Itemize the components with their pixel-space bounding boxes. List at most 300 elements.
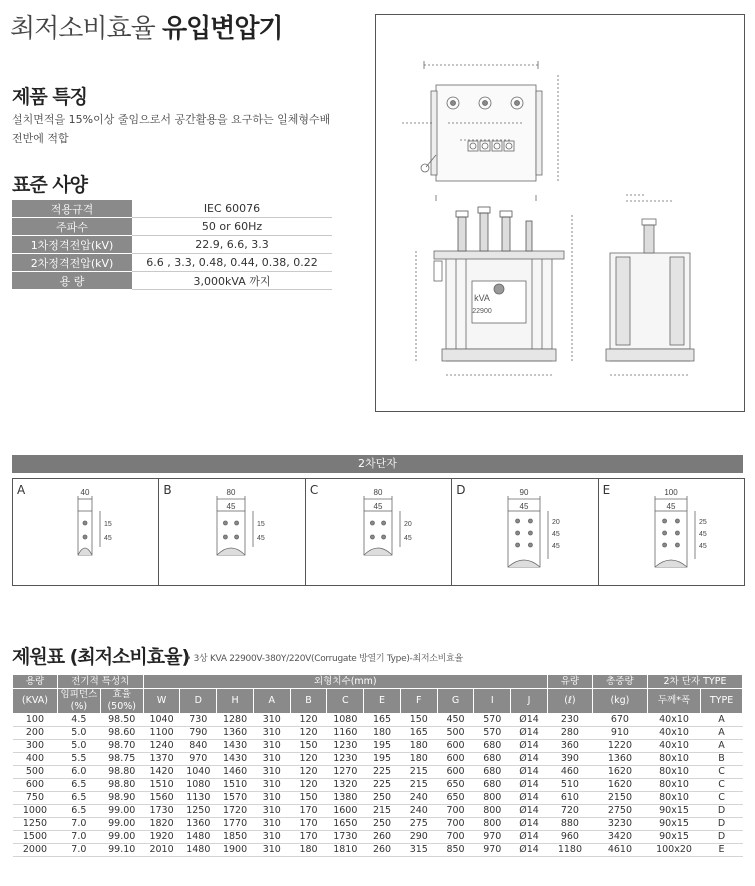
table-cell: 1180 <box>547 844 592 857</box>
col-dim-b: B <box>290 689 327 714</box>
table-cell: 1130 <box>180 792 217 805</box>
drawing-kva-label: kVA <box>474 293 490 303</box>
col-efficiency: 효율(50%) <box>100 689 143 714</box>
table-cell: 100x20 <box>647 844 700 857</box>
table-cell: 700 <box>437 805 474 818</box>
table-cell: 7.0 <box>57 844 100 857</box>
table-cell: 880 <box>547 818 592 831</box>
terminal-label: A <box>17 483 26 497</box>
table-cell: 1430 <box>217 740 254 753</box>
standard-spec-row <box>12 218 332 236</box>
title-bold: 유입변압기 <box>161 14 283 44</box>
table-cell: 310 <box>253 792 290 805</box>
spec-key: 용 량 <box>12 272 132 290</box>
terminal-height-dim: 20 <box>403 521 412 528</box>
spec-value: IEC 60076 <box>132 200 332 218</box>
table-row <box>13 831 743 844</box>
table-cell: 1810 <box>327 844 364 857</box>
table-cell: 120 <box>290 714 327 727</box>
table-cell: 680 <box>474 779 511 792</box>
terminal-drawing <box>306 479 452 585</box>
table-cell: 800 <box>474 818 511 831</box>
table-cell: E <box>701 844 743 857</box>
table-cell: 98.60 <box>100 727 143 740</box>
table-cell: Ø14 <box>511 818 548 831</box>
table-cell: 1820 <box>143 818 180 831</box>
table-cell: 1370 <box>143 753 180 766</box>
table-cell: 1730 <box>143 805 180 818</box>
col-electrical: 전기적 특성치 <box>57 675 143 689</box>
table-cell: 1480 <box>180 831 217 844</box>
terminal-height-dim: 45 <box>552 531 561 538</box>
table-cell: 225 <box>364 766 401 779</box>
col-dim-g: G <box>437 689 474 714</box>
table-cell: 1380 <box>327 792 364 805</box>
table-cell: 1620 <box>592 779 647 792</box>
table-cell: 3230 <box>592 818 647 831</box>
table-cell: 150 <box>290 740 327 753</box>
table-cell: 2010 <box>143 844 180 857</box>
terminal-drawing <box>452 479 598 585</box>
col-dim-c: C <box>327 689 364 714</box>
table-cell: 195 <box>364 740 401 753</box>
table-cell: 1360 <box>217 727 254 740</box>
terminal-height-dim: 15 <box>104 521 112 528</box>
table-cell: 310 <box>253 831 290 844</box>
table-cell: 1040 <box>143 714 180 727</box>
table-cell: 1080 <box>180 779 217 792</box>
table-cell: 3420 <box>592 831 647 844</box>
terminal-type-e <box>599 479 744 585</box>
table-cell: 180 <box>290 844 327 857</box>
table-cell: 40x10 <box>647 714 700 727</box>
table-cell: 1900 <box>217 844 254 857</box>
terminal-type-d <box>452 479 598 585</box>
table-cell: 310 <box>253 805 290 818</box>
table-cell: 80x10 <box>647 766 700 779</box>
table-cell: 7.0 <box>57 831 100 844</box>
col-dim-j: J <box>511 689 548 714</box>
table-cell: 730 <box>180 714 217 727</box>
table-cell: 40x10 <box>647 727 700 740</box>
table-cell: 360 <box>547 740 592 753</box>
table-cell: C <box>701 779 743 792</box>
table-cell: 680 <box>474 766 511 779</box>
table-cell: Ø14 <box>511 753 548 766</box>
table-cell: 310 <box>253 740 290 753</box>
standard-spec-row <box>12 272 332 290</box>
table-cell: 98.70 <box>100 740 143 753</box>
table-cell: 680 <box>474 740 511 753</box>
features-heading: 제품 특징 <box>12 86 88 108</box>
terminal-label: D <box>456 483 466 497</box>
spec-table-heading: 제원표 (최저소비효율) <box>12 646 190 668</box>
table-cell: 310 <box>253 844 290 857</box>
table-cell: 1000 <box>13 805 58 818</box>
terminal-height-dim: 15 <box>257 521 266 528</box>
table-cell: 5.5 <box>57 753 100 766</box>
table-cell: 1600 <box>327 805 364 818</box>
spec-key: 1차정격전압(kV) <box>12 236 132 254</box>
spec-value: 22.9, 6.6, 3.3 <box>132 236 332 254</box>
terminal-label: B <box>163 483 172 497</box>
col-terminal-size: 두께*폭 <box>647 689 700 714</box>
table-cell: 6.5 <box>57 779 100 792</box>
spec-value: 3,000kVA 까지 <box>132 272 332 290</box>
spec-key: 2차정격전압(kV) <box>12 254 132 272</box>
table-cell: 600 <box>13 779 58 792</box>
table-cell: Ø14 <box>511 844 548 857</box>
terminal-height-dim: 25 <box>698 519 707 526</box>
terminal-drawing <box>13 479 159 585</box>
table-cell: 100 <box>13 714 58 727</box>
table-cell: 170 <box>290 818 327 831</box>
table-cell: 230 <box>547 714 592 727</box>
table-cell: 1230 <box>327 740 364 753</box>
table-cell: 840 <box>180 740 217 753</box>
table-cell: 1220 <box>592 740 647 753</box>
table-cell: 150 <box>290 792 327 805</box>
col-dim-h: H <box>217 689 254 714</box>
table-cell: 99.10 <box>100 844 143 857</box>
table-cell: 850 <box>437 844 474 857</box>
table-row <box>13 740 743 753</box>
table-cell: 1920 <box>143 831 180 844</box>
table-row <box>13 766 743 779</box>
table-cell: 600 <box>437 753 474 766</box>
table-cell: Ø14 <box>511 740 548 753</box>
table-cell: 1560 <box>143 792 180 805</box>
table-cell: 310 <box>253 766 290 779</box>
spec-key: 주파수 <box>12 218 132 236</box>
terminal-sub-dim: 45 <box>519 502 529 511</box>
table-cell: 910 <box>592 727 647 740</box>
terminal-width-dim: 40 <box>80 488 90 497</box>
table-cell: 240 <box>400 792 437 805</box>
table-cell: Ø14 <box>511 831 548 844</box>
table-cell: 1250 <box>180 805 217 818</box>
table-cell: 99.00 <box>100 831 143 844</box>
table-cell: 670 <box>592 714 647 727</box>
terminal-height-dim: 20 <box>552 519 561 526</box>
table-cell: 1730 <box>327 831 364 844</box>
table-cell: 250 <box>364 818 401 831</box>
transformer-drawing-svg <box>376 15 744 411</box>
table-cell: 500 <box>13 766 58 779</box>
table-cell: 6.5 <box>57 792 100 805</box>
col-oil-unit: (ℓ) <box>547 689 592 714</box>
table-cell: 275 <box>400 818 437 831</box>
table-cell: 4.5 <box>57 714 100 727</box>
table-cell: 170 <box>290 831 327 844</box>
table-cell: 510 <box>547 779 592 792</box>
terminal-label: E <box>602 483 611 497</box>
table-cell: 280 <box>547 727 592 740</box>
table-cell: 6.5 <box>57 805 100 818</box>
col-dim-e: E <box>364 689 401 714</box>
col-dim-w: W <box>143 689 180 714</box>
table-cell: 1100 <box>143 727 180 740</box>
table-cell: 99.00 <box>100 818 143 831</box>
table-cell: Ø14 <box>511 779 548 792</box>
table-cell: 1720 <box>217 805 254 818</box>
table-cell: 1620 <box>592 766 647 779</box>
terminal-sub-dim: 45 <box>666 502 676 511</box>
terminal-type-b <box>159 479 305 585</box>
table-cell: 570 <box>474 727 511 740</box>
table-cell: 6.0 <box>57 766 100 779</box>
col-capacity: 용량 <box>13 675 58 689</box>
col-dim-f: F <box>400 689 437 714</box>
table-cell: 570 <box>474 714 511 727</box>
table-cell: 970 <box>474 831 511 844</box>
table-cell: 215 <box>400 766 437 779</box>
terminal-height-dim: 45 <box>257 535 266 542</box>
terminal-width-dim: 100 <box>663 488 678 497</box>
table-cell: 720 <box>547 805 592 818</box>
spec-key: 적용규격 <box>12 200 132 218</box>
table-cell: 165 <box>400 727 437 740</box>
standard-spec-row <box>12 200 332 218</box>
terminal-height-dim: 45 <box>104 535 112 542</box>
table-cell: 120 <box>290 766 327 779</box>
terminal-sub-dim: 45 <box>373 502 383 511</box>
table-row <box>13 805 743 818</box>
table-cell: 1510 <box>143 779 180 792</box>
table-cell: C <box>701 766 743 779</box>
table-cell: 165 <box>364 714 401 727</box>
table-cell: 180 <box>400 753 437 766</box>
table-cell: 5.0 <box>57 727 100 740</box>
table-cell: 1270 <box>327 766 364 779</box>
table-cell: 1360 <box>592 753 647 766</box>
table-cell: 1240 <box>143 740 180 753</box>
spec-table-note: • 3상 KVA 22900V-380Y/220V(Corrugate 방열기 Type)-최저소비효율 <box>186 654 463 664</box>
table-cell: 120 <box>290 727 327 740</box>
table-cell: 260 <box>364 844 401 857</box>
table-cell: 960 <box>547 831 592 844</box>
table-cell: 680 <box>474 753 511 766</box>
table-cell: 310 <box>253 753 290 766</box>
col-terminal: 2차 단자 TYPE <box>647 675 742 689</box>
table-cell: Ø14 <box>511 792 548 805</box>
table-cell: C <box>701 792 743 805</box>
table-cell: D <box>701 818 743 831</box>
table-cell: 98.50 <box>100 714 143 727</box>
table-row <box>13 714 743 727</box>
col-dim-i: I <box>474 689 511 714</box>
terminal-types-row <box>12 478 745 586</box>
table-cell: 4610 <box>592 844 647 857</box>
col-dim-d: D <box>180 689 217 714</box>
table-cell: 750 <box>13 792 58 805</box>
standard-heading: 표준 사양 <box>12 174 88 196</box>
table-cell: 180 <box>364 727 401 740</box>
table-cell: 1510 <box>217 779 254 792</box>
table-cell: 98.80 <box>100 779 143 792</box>
table-cell: 1770 <box>217 818 254 831</box>
table-cell: 1040 <box>180 766 217 779</box>
table-cell: 1500 <box>13 831 58 844</box>
table-cell: 1650 <box>327 818 364 831</box>
table-cell: 1360 <box>180 818 217 831</box>
table-cell: 600 <box>437 740 474 753</box>
table-cell: 195 <box>364 753 401 766</box>
table-cell: 1280 <box>217 714 254 727</box>
table-cell: 970 <box>180 753 217 766</box>
table-row <box>13 753 743 766</box>
table-cell: 1480 <box>180 844 217 857</box>
table-cell: 310 <box>253 727 290 740</box>
terminal-label: C <box>309 483 319 497</box>
terminal-height-dim: 45 <box>698 543 707 550</box>
table-cell: 310 <box>253 714 290 727</box>
table-cell: 2750 <box>592 805 647 818</box>
terminal-section-header: 2차단자 <box>12 455 743 473</box>
table-cell: 215 <box>400 779 437 792</box>
table-cell: 1320 <box>327 779 364 792</box>
terminal-width-dim: 90 <box>519 488 529 497</box>
table-cell: 98.75 <box>100 753 143 766</box>
table-cell: 80x10 <box>647 753 700 766</box>
table-cell: 790 <box>180 727 217 740</box>
col-impedance: 임피던스(%) <box>57 689 100 714</box>
terminal-height-dim: 45 <box>698 531 707 538</box>
table-cell: Ø14 <box>511 805 548 818</box>
table-cell: 200 <box>13 727 58 740</box>
table-row <box>13 818 743 831</box>
table-cell: 225 <box>364 779 401 792</box>
table-cell: 120 <box>290 753 327 766</box>
table-cell: 120 <box>290 779 327 792</box>
table-row <box>13 779 743 792</box>
table-cell: 90x15 <box>647 805 700 818</box>
standard-spec-table <box>12 200 332 290</box>
terminal-sub-dim: 45 <box>226 502 236 511</box>
col-capacity-unit: (KVA) <box>13 689 58 714</box>
table-cell: 700 <box>437 818 474 831</box>
table-cell: 800 <box>474 792 511 805</box>
transformer-drawing <box>375 14 745 412</box>
spec-value: 50 or 60Hz <box>132 218 332 236</box>
terminal-height-dim: 45 <box>552 543 561 550</box>
table-cell: 170 <box>290 805 327 818</box>
table-cell: D <box>701 805 743 818</box>
col-dimensions: 외형치수(mm) <box>143 675 547 689</box>
table-cell: 80x10 <box>647 792 700 805</box>
features-description: 설치면적을 15%이상 줄임으로서 공간활용을 요구하는 일체형수배전반에 적합 <box>12 113 331 145</box>
table-cell: 1250 <box>13 818 58 831</box>
table-cell: 315 <box>400 844 437 857</box>
table-cell: 1570 <box>217 792 254 805</box>
table-cell: 290 <box>400 831 437 844</box>
spec-table <box>12 674 743 857</box>
table-cell: 700 <box>437 831 474 844</box>
table-cell: 800 <box>474 805 511 818</box>
table-cell: A <box>701 740 743 753</box>
table-cell: 390 <box>547 753 592 766</box>
table-cell: 1420 <box>143 766 180 779</box>
drawing-volt-label: 22900 <box>472 308 492 315</box>
table-cell: 300 <box>13 740 58 753</box>
table-cell: A <box>701 714 743 727</box>
terminal-width-dim: 80 <box>226 488 236 497</box>
terminal-type-a <box>13 479 159 585</box>
table-cell: D <box>701 831 743 844</box>
table-row <box>13 844 743 857</box>
spec-value: 6.6 , 3.3, 0.48, 0.44, 0.38, 0.22 <box>132 254 332 272</box>
table-cell: 90x15 <box>647 818 700 831</box>
table-cell: 250 <box>364 792 401 805</box>
table-row <box>13 727 743 740</box>
table-cell: 90x15 <box>647 831 700 844</box>
table-cell: 98.80 <box>100 766 143 779</box>
table-cell: 260 <box>364 831 401 844</box>
table-cell: 600 <box>437 766 474 779</box>
table-cell: 1850 <box>217 831 254 844</box>
table-cell: 1080 <box>327 714 364 727</box>
terminal-drawing <box>599 479 745 585</box>
table-cell: 98.90 <box>100 792 143 805</box>
page-title <box>10 8 283 45</box>
table-cell: 1160 <box>327 727 364 740</box>
table-cell: Ø14 <box>511 727 548 740</box>
table-row <box>13 792 743 805</box>
table-cell: 180 <box>400 740 437 753</box>
table-cell: 400 <box>13 753 58 766</box>
table-cell: A <box>701 727 743 740</box>
terminal-type-c <box>306 479 452 585</box>
table-cell: 650 <box>437 779 474 792</box>
terminal-drawing <box>159 479 305 585</box>
table-cell: Ø14 <box>511 766 548 779</box>
table-cell: 610 <box>547 792 592 805</box>
table-cell: 150 <box>400 714 437 727</box>
standard-spec-row <box>12 236 332 254</box>
table-cell: 2000 <box>13 844 58 857</box>
table-cell: 970 <box>474 844 511 857</box>
terminal-width-dim: 80 <box>373 488 383 497</box>
table-cell: 500 <box>437 727 474 740</box>
table-cell: 40x10 <box>647 740 700 753</box>
table-cell: 80x10 <box>647 779 700 792</box>
table-cell: 215 <box>364 805 401 818</box>
table-cell: 450 <box>437 714 474 727</box>
col-terminal-type: TYPE <box>701 689 743 714</box>
table-cell: B <box>701 753 743 766</box>
table-cell: 7.0 <box>57 818 100 831</box>
table-cell: 5.0 <box>57 740 100 753</box>
table-cell: 310 <box>253 818 290 831</box>
title-light: 최저소비효율 <box>10 14 162 44</box>
table-cell: 2150 <box>592 792 647 805</box>
table-cell: 650 <box>437 792 474 805</box>
table-cell: 460 <box>547 766 592 779</box>
table-cell: 310 <box>253 779 290 792</box>
col-weight-unit: (kg) <box>592 689 647 714</box>
table-cell: 240 <box>400 805 437 818</box>
table-cell: 1460 <box>217 766 254 779</box>
table-cell: Ø14 <box>511 714 548 727</box>
terminal-height-dim: 45 <box>403 535 412 542</box>
standard-spec-row <box>12 254 332 272</box>
table-cell: 1430 <box>217 753 254 766</box>
col-dim-a: A <box>253 689 290 714</box>
col-weight: 총중량 <box>592 675 647 689</box>
col-oil: 유량 <box>547 675 592 689</box>
table-cell: 1230 <box>327 753 364 766</box>
table-cell: 99.00 <box>100 805 143 818</box>
